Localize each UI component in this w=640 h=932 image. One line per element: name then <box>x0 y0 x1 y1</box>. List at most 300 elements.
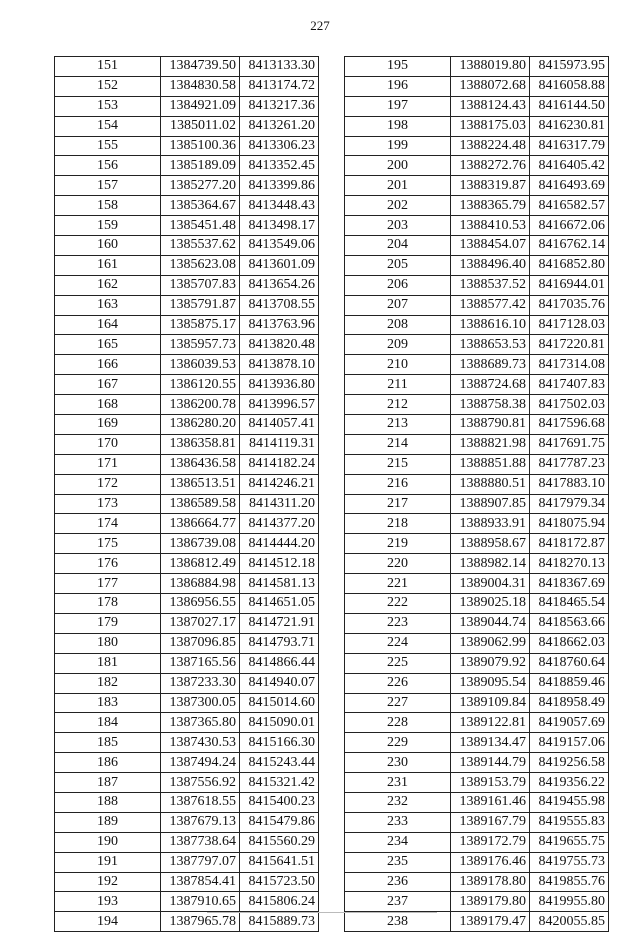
y-coordinate-cell: 8417035.76 <box>530 295 609 315</box>
y-coordinate-cell: 8414940.07 <box>240 673 319 693</box>
x-coordinate-cell: 1385189.09 <box>161 156 240 176</box>
y-coordinate-cell: 8413306.23 <box>240 136 319 156</box>
x-coordinate-cell: 1388982.14 <box>451 554 530 574</box>
point-number-cell: 228 <box>345 713 451 733</box>
table-row <box>345 534 609 554</box>
x-coordinate-cell: 1389095.54 <box>451 673 530 693</box>
y-coordinate-cell: 8413549.06 <box>240 236 319 256</box>
point-number-cell: 208 <box>345 315 451 335</box>
point-number-cell: 170 <box>55 434 161 454</box>
x-coordinate-cell: 1384921.09 <box>161 96 240 116</box>
y-coordinate-cell: 8418859.46 <box>530 673 609 693</box>
y-coordinate-cell: 8416405.42 <box>530 156 609 176</box>
table-row <box>55 375 319 395</box>
x-coordinate-cell: 1388365.79 <box>451 196 530 216</box>
x-coordinate-cell: 1388224.48 <box>451 136 530 156</box>
point-number-cell: 201 <box>345 176 451 196</box>
x-coordinate-cell: 1388454.07 <box>451 236 530 256</box>
x-coordinate-cell: 1388496.40 <box>451 255 530 275</box>
table-row <box>345 713 609 733</box>
x-coordinate-cell: 1388907.85 <box>451 494 530 514</box>
y-coordinate-cell: 8419855.76 <box>530 872 609 892</box>
table-row <box>55 255 319 275</box>
y-coordinate-cell: 8415973.95 <box>530 57 609 77</box>
x-coordinate-cell: 1388958.67 <box>451 534 530 554</box>
x-coordinate-cell: 1387430.53 <box>161 733 240 753</box>
point-number-cell: 159 <box>55 216 161 236</box>
y-coordinate-cell: 8415723.50 <box>240 872 319 892</box>
table-row <box>55 514 319 534</box>
point-number-cell: 164 <box>55 315 161 335</box>
x-coordinate-cell: 1389172.79 <box>451 832 530 852</box>
point-number-cell: 200 <box>345 156 451 176</box>
table-row <box>55 494 319 514</box>
y-coordinate-cell: 8419455.98 <box>530 792 609 812</box>
table-row <box>345 255 609 275</box>
y-coordinate-cell: 8413399.86 <box>240 176 319 196</box>
table-row <box>55 315 319 335</box>
x-coordinate-cell: 1388790.81 <box>451 415 530 435</box>
x-coordinate-cell: 1388689.73 <box>451 355 530 375</box>
x-coordinate-cell: 1388758.38 <box>451 395 530 415</box>
x-coordinate-cell: 1387854.41 <box>161 872 240 892</box>
point-number-cell: 233 <box>345 812 451 832</box>
y-coordinate-cell: 8417596.68 <box>530 415 609 435</box>
y-coordinate-cell: 8415889.73 <box>240 912 319 932</box>
table-row <box>345 673 609 693</box>
x-coordinate-cell: 1385100.36 <box>161 136 240 156</box>
point-number-cell: 225 <box>345 653 451 673</box>
x-coordinate-cell: 1389134.47 <box>451 733 530 753</box>
x-coordinate-cell: 1386513.51 <box>161 474 240 494</box>
table-row <box>345 96 609 116</box>
y-coordinate-cell: 8419555.83 <box>530 812 609 832</box>
table-row <box>55 76 319 96</box>
y-coordinate-cell: 8413708.55 <box>240 295 319 315</box>
x-coordinate-cell: 1385957.73 <box>161 335 240 355</box>
y-coordinate-cell: 8413654.26 <box>240 275 319 295</box>
x-coordinate-cell: 1384739.50 <box>161 57 240 77</box>
x-coordinate-cell: 1387096.85 <box>161 633 240 653</box>
x-coordinate-cell: 1388537.52 <box>451 275 530 295</box>
point-number-cell: 222 <box>345 594 451 614</box>
table-row <box>55 136 319 156</box>
table-row <box>55 275 319 295</box>
point-number-cell: 220 <box>345 554 451 574</box>
point-number-cell: 158 <box>55 196 161 216</box>
table-row <box>345 912 609 932</box>
point-number-cell: 202 <box>345 196 451 216</box>
point-number-cell: 236 <box>345 872 451 892</box>
table-row <box>55 434 319 454</box>
point-number-cell: 211 <box>345 375 451 395</box>
x-coordinate-cell: 1387797.07 <box>161 852 240 872</box>
y-coordinate-cell: 8413996.57 <box>240 395 319 415</box>
y-coordinate-cell: 8417691.75 <box>530 434 609 454</box>
y-coordinate-cell: 8416672.06 <box>530 216 609 236</box>
y-coordinate-cell: 8418367.69 <box>530 574 609 594</box>
y-coordinate-cell: 8416317.79 <box>530 136 609 156</box>
table-row <box>55 454 319 474</box>
table-row <box>345 236 609 256</box>
x-coordinate-cell: 1386589.58 <box>161 494 240 514</box>
table-row <box>345 116 609 136</box>
y-coordinate-cell: 8415321.42 <box>240 773 319 793</box>
y-coordinate-cell: 8413352.45 <box>240 156 319 176</box>
y-coordinate-cell: 8415400.23 <box>240 792 319 812</box>
table-row <box>345 335 609 355</box>
table-row <box>345 892 609 912</box>
x-coordinate-cell: 1387910.65 <box>161 892 240 912</box>
x-coordinate-cell: 1386039.53 <box>161 355 240 375</box>
x-coordinate-cell: 1389167.79 <box>451 812 530 832</box>
point-number-cell: 214 <box>345 434 451 454</box>
point-number-cell: 188 <box>55 792 161 812</box>
x-coordinate-cell: 1385451.48 <box>161 216 240 236</box>
x-coordinate-cell: 1389179.80 <box>451 892 530 912</box>
table-row <box>55 216 319 236</box>
point-number-cell: 191 <box>55 852 161 872</box>
y-coordinate-cell: 8416582.57 <box>530 196 609 216</box>
table-row <box>345 176 609 196</box>
point-number-cell: 182 <box>55 673 161 693</box>
y-coordinate-cell: 8419655.75 <box>530 832 609 852</box>
table-row <box>55 196 319 216</box>
table-row <box>55 872 319 892</box>
point-number-cell: 212 <box>345 395 451 415</box>
table-row <box>55 832 319 852</box>
point-number-cell: 215 <box>345 454 451 474</box>
y-coordinate-cell: 8416058.88 <box>530 76 609 96</box>
coordinates-table-right <box>344 56 609 932</box>
table-row <box>55 713 319 733</box>
y-coordinate-cell: 8418270.13 <box>530 554 609 574</box>
y-coordinate-cell: 8413878.10 <box>240 355 319 375</box>
y-coordinate-cell: 8420055.85 <box>530 912 609 932</box>
point-number-cell: 209 <box>345 335 451 355</box>
point-number-cell: 168 <box>55 395 161 415</box>
y-coordinate-cell: 8418958.49 <box>530 693 609 713</box>
point-number-cell: 161 <box>55 255 161 275</box>
table-row <box>55 395 319 415</box>
point-number-cell: 196 <box>345 76 451 96</box>
x-coordinate-cell: 1387556.92 <box>161 773 240 793</box>
x-coordinate-cell: 1388577.42 <box>451 295 530 315</box>
point-number-cell: 207 <box>345 295 451 315</box>
y-coordinate-cell: 8415560.29 <box>240 832 319 852</box>
y-coordinate-cell: 8414119.31 <box>240 434 319 454</box>
table-row <box>55 633 319 653</box>
point-number-cell: 177 <box>55 574 161 594</box>
table-row <box>345 355 609 375</box>
point-number-cell: 169 <box>55 415 161 435</box>
point-number-cell: 181 <box>55 653 161 673</box>
point-number-cell: 174 <box>55 514 161 534</box>
table-row <box>55 57 319 77</box>
point-number-cell: 193 <box>55 892 161 912</box>
y-coordinate-cell: 8414182.24 <box>240 454 319 474</box>
y-coordinate-cell: 8417220.81 <box>530 335 609 355</box>
table-row <box>55 693 319 713</box>
y-coordinate-cell: 8418760.64 <box>530 653 609 673</box>
table-row <box>55 792 319 812</box>
point-number-cell: 171 <box>55 454 161 474</box>
point-number-cell: 226 <box>345 673 451 693</box>
table-row <box>55 773 319 793</box>
table-row <box>345 395 609 415</box>
y-coordinate-cell: 8417502.03 <box>530 395 609 415</box>
x-coordinate-cell: 1388019.80 <box>451 57 530 77</box>
x-coordinate-cell: 1389079.92 <box>451 653 530 673</box>
point-number-cell: 179 <box>55 613 161 633</box>
y-coordinate-cell: 8414444.20 <box>240 534 319 554</box>
x-coordinate-cell: 1388319.87 <box>451 176 530 196</box>
x-coordinate-cell: 1387965.78 <box>161 912 240 932</box>
x-coordinate-cell: 1387494.24 <box>161 753 240 773</box>
y-coordinate-cell: 8414866.44 <box>240 653 319 673</box>
x-coordinate-cell: 1388175.03 <box>451 116 530 136</box>
table-row <box>55 892 319 912</box>
y-coordinate-cell: 8417407.83 <box>530 375 609 395</box>
y-coordinate-cell: 8414377.20 <box>240 514 319 534</box>
table-row <box>55 912 319 932</box>
point-number-cell: 218 <box>345 514 451 534</box>
point-number-cell: 152 <box>55 76 161 96</box>
table-row <box>345 494 609 514</box>
point-number-cell: 184 <box>55 713 161 733</box>
y-coordinate-cell: 8419256.58 <box>530 753 609 773</box>
point-number-cell: 186 <box>55 753 161 773</box>
table-row <box>55 335 319 355</box>
x-coordinate-cell: 1385791.87 <box>161 295 240 315</box>
y-coordinate-cell: 8416852.80 <box>530 255 609 275</box>
y-coordinate-cell: 8416762.14 <box>530 236 609 256</box>
x-coordinate-cell: 1386436.58 <box>161 454 240 474</box>
x-coordinate-cell: 1388821.98 <box>451 434 530 454</box>
table-row <box>345 852 609 872</box>
point-number-cell: 194 <box>55 912 161 932</box>
page-number: 227 <box>310 18 330 33</box>
table-row <box>345 514 609 534</box>
table-row <box>55 355 319 375</box>
point-number-cell: 173 <box>55 494 161 514</box>
table-row <box>345 613 609 633</box>
point-number-cell: 195 <box>345 57 451 77</box>
x-coordinate-cell: 1386120.55 <box>161 375 240 395</box>
table-row <box>345 315 609 335</box>
x-coordinate-cell: 1387365.80 <box>161 713 240 733</box>
y-coordinate-cell: 8416230.81 <box>530 116 609 136</box>
point-number-cell: 219 <box>345 534 451 554</box>
y-coordinate-cell: 8419955.80 <box>530 892 609 912</box>
point-number-cell: 205 <box>345 255 451 275</box>
y-coordinate-cell: 8413448.43 <box>240 196 319 216</box>
table-row <box>55 176 319 196</box>
point-number-cell: 165 <box>55 335 161 355</box>
y-coordinate-cell: 8418662.03 <box>530 633 609 653</box>
point-number-cell: 183 <box>55 693 161 713</box>
y-coordinate-cell: 8418465.54 <box>530 594 609 614</box>
x-coordinate-cell: 1388410.53 <box>451 216 530 236</box>
point-number-cell: 230 <box>345 753 451 773</box>
x-coordinate-cell: 1388072.68 <box>451 76 530 96</box>
point-number-cell: 157 <box>55 176 161 196</box>
x-coordinate-cell: 1385537.62 <box>161 236 240 256</box>
y-coordinate-cell: 8414793.71 <box>240 633 319 653</box>
table-row <box>345 375 609 395</box>
y-coordinate-cell: 8416944.01 <box>530 275 609 295</box>
point-number-cell: 172 <box>55 474 161 494</box>
point-number-cell: 180 <box>55 633 161 653</box>
y-coordinate-cell: 8418172.87 <box>530 534 609 554</box>
x-coordinate-cell: 1388616.10 <box>451 315 530 335</box>
table-row <box>345 434 609 454</box>
point-number-cell: 198 <box>345 116 451 136</box>
table-row <box>55 236 319 256</box>
x-coordinate-cell: 1388933.91 <box>451 514 530 534</box>
table-row <box>345 753 609 773</box>
x-coordinate-cell: 1385707.83 <box>161 275 240 295</box>
point-number-cell: 206 <box>345 275 451 295</box>
table-row <box>345 773 609 793</box>
point-number-cell: 238 <box>345 912 451 932</box>
table-row <box>345 216 609 236</box>
table-row <box>55 554 319 574</box>
y-coordinate-cell: 8414512.18 <box>240 554 319 574</box>
x-coordinate-cell: 1387027.17 <box>161 613 240 633</box>
table-row <box>55 474 319 494</box>
table-row <box>345 454 609 474</box>
x-coordinate-cell: 1388653.53 <box>451 335 530 355</box>
x-coordinate-cell: 1389144.79 <box>451 753 530 773</box>
table-row <box>345 633 609 653</box>
point-number-cell: 155 <box>55 136 161 156</box>
table-row <box>55 415 319 435</box>
point-number-cell: 162 <box>55 275 161 295</box>
table-row <box>55 534 319 554</box>
point-number-cell: 190 <box>55 832 161 852</box>
table-row <box>345 295 609 315</box>
point-number-cell: 154 <box>55 116 161 136</box>
y-coordinate-cell: 8417128.03 <box>530 315 609 335</box>
x-coordinate-cell: 1389025.18 <box>451 594 530 614</box>
table-row <box>55 653 319 673</box>
x-coordinate-cell: 1387165.56 <box>161 653 240 673</box>
y-coordinate-cell: 8416493.69 <box>530 176 609 196</box>
x-coordinate-cell: 1388880.51 <box>451 474 530 494</box>
y-coordinate-cell: 8413133.30 <box>240 57 319 77</box>
point-number-cell: 213 <box>345 415 451 435</box>
x-coordinate-cell: 1385277.20 <box>161 176 240 196</box>
table-row <box>345 136 609 156</box>
table-row <box>345 554 609 574</box>
x-coordinate-cell: 1389062.99 <box>451 633 530 653</box>
x-coordinate-cell: 1385875.17 <box>161 315 240 335</box>
x-coordinate-cell: 1388272.76 <box>451 156 530 176</box>
point-number-cell: 237 <box>345 892 451 912</box>
point-number-cell: 217 <box>345 494 451 514</box>
point-number-cell: 216 <box>345 474 451 494</box>
y-coordinate-cell: 8414057.41 <box>240 415 319 435</box>
y-coordinate-cell: 8415090.01 <box>240 713 319 733</box>
x-coordinate-cell: 1387618.55 <box>161 792 240 812</box>
x-coordinate-cell: 1386200.78 <box>161 395 240 415</box>
point-number-cell: 192 <box>55 872 161 892</box>
table-row <box>55 733 319 753</box>
point-number-cell: 178 <box>55 594 161 614</box>
point-number-cell: 185 <box>55 733 161 753</box>
x-coordinate-cell: 1386280.20 <box>161 415 240 435</box>
table-row <box>55 673 319 693</box>
point-number-cell: 224 <box>345 633 451 653</box>
y-coordinate-cell: 8413936.80 <box>240 375 319 395</box>
table-row <box>345 474 609 494</box>
point-number-cell: 151 <box>55 57 161 77</box>
y-coordinate-cell: 8419157.06 <box>530 733 609 753</box>
y-coordinate-cell: 8413261.20 <box>240 116 319 136</box>
y-coordinate-cell: 8415479.86 <box>240 812 319 832</box>
x-coordinate-cell: 1386884.98 <box>161 574 240 594</box>
table-row <box>345 832 609 852</box>
x-coordinate-cell: 1389176.46 <box>451 852 530 872</box>
x-coordinate-cell: 1389153.79 <box>451 773 530 793</box>
point-number-cell: 199 <box>345 136 451 156</box>
y-coordinate-cell: 8413763.96 <box>240 315 319 335</box>
point-number-cell: 204 <box>345 236 451 256</box>
y-coordinate-cell: 8417883.10 <box>530 474 609 494</box>
x-coordinate-cell: 1387738.64 <box>161 832 240 852</box>
y-coordinate-cell: 8415641.51 <box>240 852 319 872</box>
table-row <box>345 574 609 594</box>
y-coordinate-cell: 8415166.30 <box>240 733 319 753</box>
x-coordinate-cell: 1386739.08 <box>161 534 240 554</box>
table-row <box>55 613 319 633</box>
x-coordinate-cell: 1389109.84 <box>451 693 530 713</box>
x-coordinate-cell: 1389044.74 <box>451 613 530 633</box>
point-number-cell: 197 <box>345 96 451 116</box>
point-number-cell: 210 <box>345 355 451 375</box>
x-coordinate-cell: 1385011.02 <box>161 116 240 136</box>
table-row <box>345 733 609 753</box>
x-coordinate-cell: 1386358.81 <box>161 434 240 454</box>
point-number-cell: 153 <box>55 96 161 116</box>
table-row <box>345 792 609 812</box>
y-coordinate-cell: 8419755.73 <box>530 852 609 872</box>
x-coordinate-cell: 1388724.68 <box>451 375 530 395</box>
y-coordinate-cell: 8417979.34 <box>530 494 609 514</box>
table-row <box>345 812 609 832</box>
x-coordinate-cell: 1384830.58 <box>161 76 240 96</box>
table-row <box>55 574 319 594</box>
y-coordinate-cell: 8418075.94 <box>530 514 609 534</box>
x-coordinate-cell: 1388851.88 <box>451 454 530 474</box>
table-row <box>345 693 609 713</box>
table-row <box>55 594 319 614</box>
x-coordinate-cell: 1387300.05 <box>161 693 240 713</box>
y-coordinate-cell: 8414311.20 <box>240 494 319 514</box>
point-number-cell: 176 <box>55 554 161 574</box>
x-coordinate-cell: 1389122.81 <box>451 713 530 733</box>
y-coordinate-cell: 8415014.60 <box>240 693 319 713</box>
x-coordinate-cell: 1386664.77 <box>161 514 240 534</box>
y-coordinate-cell: 8413217.36 <box>240 96 319 116</box>
point-number-cell: 175 <box>55 534 161 554</box>
y-coordinate-cell: 8413601.09 <box>240 255 319 275</box>
point-number-cell: 227 <box>345 693 451 713</box>
bottom-rule <box>207 912 437 913</box>
point-number-cell: 160 <box>55 236 161 256</box>
y-coordinate-cell: 8416144.50 <box>530 96 609 116</box>
